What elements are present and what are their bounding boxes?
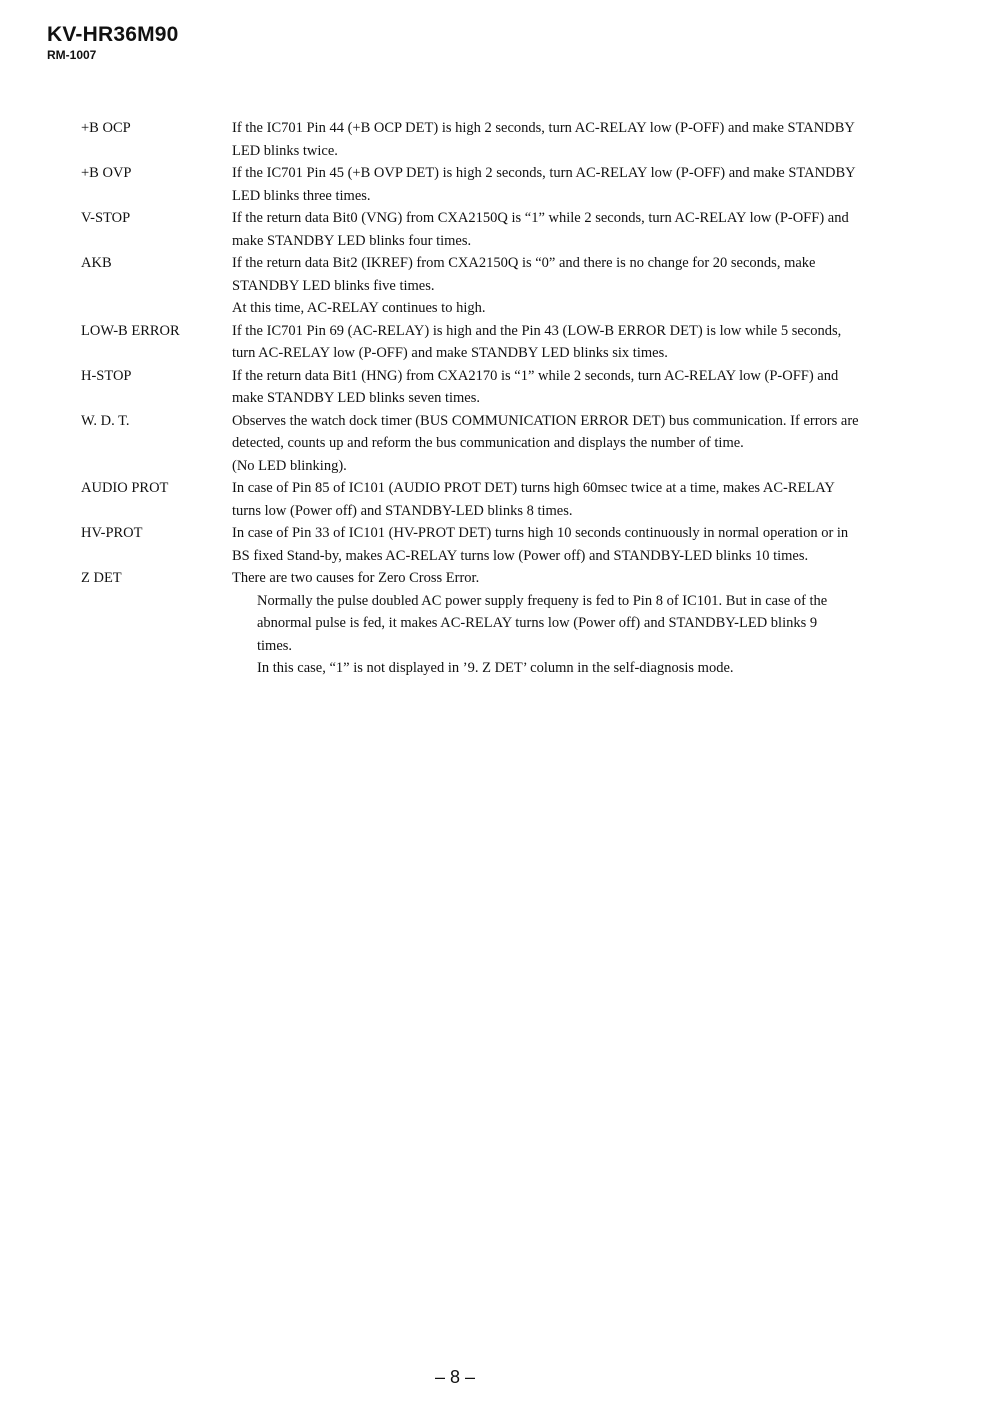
protection-table [81,117,901,680]
row-description [232,365,901,410]
description-line: If the return data Bit0 (VNG) from CXA2150Q is “1” while 2 seconds, turn AC-RELAY low (P-OFF) and [232,210,849,226]
description-line: At this time, AC-RELAY continues to high. [232,300,486,316]
table-row [81,162,901,207]
description-line: If the IC701 Pin 69 (AC-RELAY) is high and the Pin 43 (LOW-B ERROR DET) is low while 5 seconds, [232,322,842,339]
description-line: STANDBY LED blinks five times. [232,277,435,294]
row-term: W. D. T. [81,412,130,429]
row-term: AUDIO PROT [81,480,169,496]
remote-model: RM-1007 [47,48,97,62]
table-row [81,477,901,522]
model-number: KV-HR36M90 [47,23,179,46]
row-description [232,567,901,680]
table-row [81,207,901,252]
indented-line: abnormal pulse is fed, it makes AC-RELAY turns low (Power off) and STANDBY-LED blinks 9 [257,615,818,631]
description-line: detected, counts up and reform the bus communication and displays the number of time. [232,435,744,451]
table-row [81,567,901,680]
row-description [232,252,901,320]
row-description [232,162,901,207]
description-line: If the return data Bit1 (HNG) from CXA2170 is “1” while 2 seconds, turn AC-RELAY low (P-OFF) and [232,367,839,384]
row-term: Z DET [81,570,122,586]
table-row [81,410,901,478]
description-line: LED blinks twice. [232,142,338,159]
row-term: +B OCP [81,120,131,136]
description-line: There are two causes for Zero Cross Error. [232,570,480,586]
page-header [47,22,179,62]
description-line: In case of Pin 33 of IC101 (HV-PROT DET) turns high 10 seconds continuously in normal operation or in [232,525,849,541]
description-line: If the IC701 Pin 45 (+B OVP DET) is high 2 seconds, turn AC-RELAY low (P-OFF) and make STANDBY [232,165,856,181]
table-row [81,522,901,567]
page-number: – 8 – [434,1367,476,1387]
row-description [232,522,901,567]
row-description [232,477,901,522]
description-line: If the return data Bit2 (IKREF) from CXA2150Q is “0” and there is no change for 20 seconds, make [232,255,816,271]
description-line: make STANDBY LED blinks four times. [232,232,472,249]
description-line: In case of Pin 85 of IC101 (AUDIO PROT DET) turns high 60msec twice at a time, makes AC-RELAY [232,480,835,496]
description-line: LED blinks three times. [232,187,371,204]
row-description [232,117,901,162]
indented-line: In this case, “1” is not displayed in ’9. Z DET’ column in the self-diagnosis mode. [257,660,734,676]
description-line: BS fixed Stand-by, makes AC-RELAY turns low (Power off) and STANDBY-LED blinks 10 times. [232,547,809,564]
row-term: LOW-B ERROR [81,322,180,339]
description-line: make STANDBY LED blinks seven times. [232,390,480,406]
row-term: +B OVP [81,165,132,181]
table-row [81,117,901,162]
description-line: turn AC-RELAY low (P-OFF) and make STANDBY LED blinks six times. [232,345,668,361]
table-row [81,252,901,320]
indented-line: Normally the pulse doubled AC power supply frequeny is fed to Pin 8 of IC101. But in case of the [257,592,828,609]
indented-line: times. [257,637,293,654]
description-line: If the IC701 Pin 44 (+B OCP DET) is high 2 seconds, turn AC-RELAY low (P-OFF) and make STANDBY [232,120,855,136]
description-line: Observes the watch dock timer (BUS COMMUNICATION ERROR DET) bus communication. If errors are [232,412,859,429]
row-term: HV-PROT [81,525,143,541]
row-term: H-STOP [81,367,132,384]
table-row [81,365,901,410]
description-line: (No LED blinking). [232,457,347,474]
row-term: V-STOP [81,210,131,226]
description-line: turns low (Power off) and STANDBY-LED blinks 8 times. [232,502,573,519]
row-description [232,207,901,252]
row-description [232,320,901,365]
row-description [232,410,901,478]
row-term: AKB [81,255,112,271]
table-row [81,320,901,365]
